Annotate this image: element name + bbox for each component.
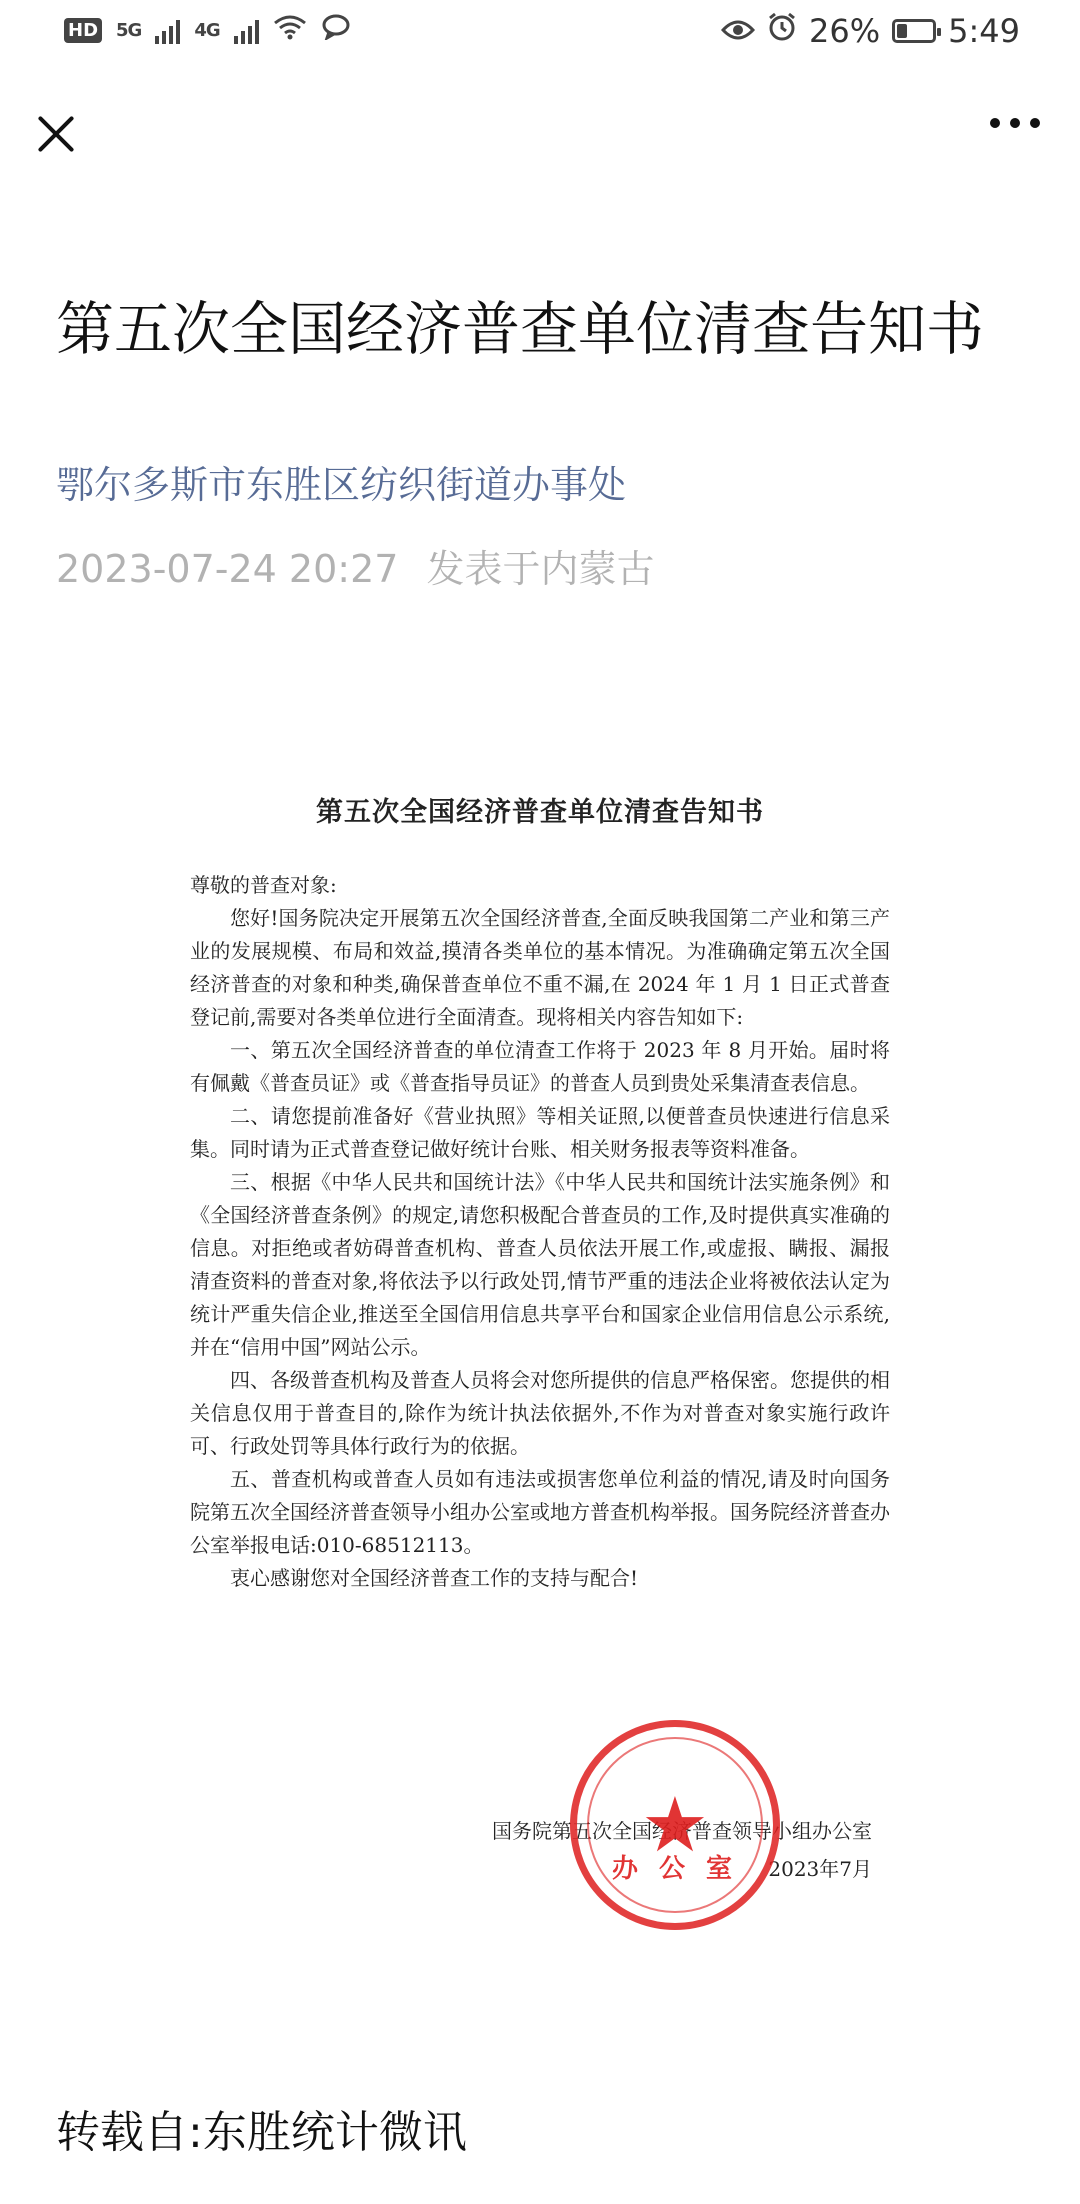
repost-source: 转载自:东胜统计微讯 bbox=[56, 2107, 467, 2158]
notice-document-image[interactable] bbox=[190, 790, 890, 1920]
document-title: 第五次全国经济普查单位清查告知书 bbox=[316, 797, 764, 828]
publish-location: 发表于内蒙古 bbox=[426, 547, 655, 591]
document-paragraph: 五、普查机构或普查人员如有违法或损害您单位利益的情况,请及时向国务院第五次全国经济普查领导小组办公室或地方普查机构举报。国务院经济普查办公室举报电话:010-68512113。 bbox=[190, 1467, 890, 1557]
article-title: 第五次全国经济普查单位清查告知书 bbox=[56, 294, 985, 363]
account-name-link[interactable]: 鄂尔多斯市东胜区纺织街道办事处 bbox=[56, 463, 627, 507]
wifi-icon bbox=[273, 14, 307, 47]
hd-badge: HD bbox=[64, 18, 102, 43]
document-paragraph: 四、各级普查机构及普查人员将会对您所提供的信息严格保密。您提供的相关信息仅用于普查目的,除作为统计执法依据外,不作为对普查对象实施行政许可、行政处罚等具体行政行为的依据。 bbox=[190, 1368, 890, 1458]
signal-5g-label: 5G bbox=[116, 20, 142, 41]
signal-4g-label: 4G bbox=[194, 20, 220, 41]
signal-bars-icon bbox=[155, 18, 180, 44]
publish-date: 2023-07-24 20:27 bbox=[56, 547, 399, 591]
document-paragraph: 一、第五次全国经济普查的单位清查工作将于 2023 年 8 月开始。届时将有佩戴《普查员证》或《普查指导员证》的普查人员到贵处采集清查表信息。 bbox=[190, 1038, 890, 1095]
eye-icon bbox=[721, 12, 755, 50]
more-dots-icon[interactable] bbox=[990, 118, 1040, 128]
signature-date: 2023年7月 bbox=[768, 1857, 872, 1881]
document-salutation: 尊敬的普查对象: bbox=[190, 873, 337, 897]
document-paragraph: 您好!国务院决定开展第五次全国经济普查,全面反映我国第二产业和第三产业的发展规模、布局和效益,摸清各类单位的基本情况。为准确确定第五次全国经济普查的对象和种类,确保普查单位不重不漏,在 2024 年 1 月 1 日正式普查登记前,需要对各类单位进行全面清查。现将相关内容告知如下: bbox=[190, 906, 890, 1029]
document-paragraph: 衷心感谢您对全国经济普查工作的支持与配合! bbox=[230, 1566, 639, 1590]
battery-percent: 26% bbox=[809, 12, 881, 50]
seal-text: 办 公 室 bbox=[611, 1854, 739, 1884]
close-icon[interactable] bbox=[30, 108, 82, 160]
top-navigation-bar bbox=[0, 90, 1080, 180]
seal-star-icon: ★ bbox=[640, 1780, 710, 1869]
clock-time: 5:49 bbox=[948, 12, 1020, 50]
status-bar bbox=[0, 0, 1080, 66]
signature-org: 国务院第五次全国经济普查领导小组办公室 bbox=[492, 1819, 872, 1843]
document-paragraph: 三、根据《中华人民共和国统计法》《中华人民共和国统计法实施条例》和《全国经济普查条例》的规定,请您积极配合普查员的工作,及时提供真实准确的信息。对拒绝或者妨碍普查机构、普查人员依法开展工作,或虚报、瞒报、漏报清查资料的普查对象,将依法予以行政处罚,情节严重的违法企业将被依法认定为统计严重失信企业,推送至全国信用信息共享平台和国家企业信用信息公示系统,并在“信用中国”网站公示。 bbox=[190, 1170, 890, 1359]
document-paragraph: 二、请您提前准备好《营业执照》等相关证照,以便普查员快速进行信息采集。同时请为正式普查登记做好统计台账、相关财务报表等资料准备。 bbox=[190, 1104, 890, 1161]
official-seal-stamp bbox=[570, 1720, 780, 1930]
battery-icon bbox=[892, 19, 936, 43]
signal-bars-icon bbox=[234, 18, 259, 44]
chat-bubble-icon bbox=[321, 14, 351, 47]
alarm-icon bbox=[767, 12, 797, 50]
article-meta bbox=[56, 538, 654, 593]
